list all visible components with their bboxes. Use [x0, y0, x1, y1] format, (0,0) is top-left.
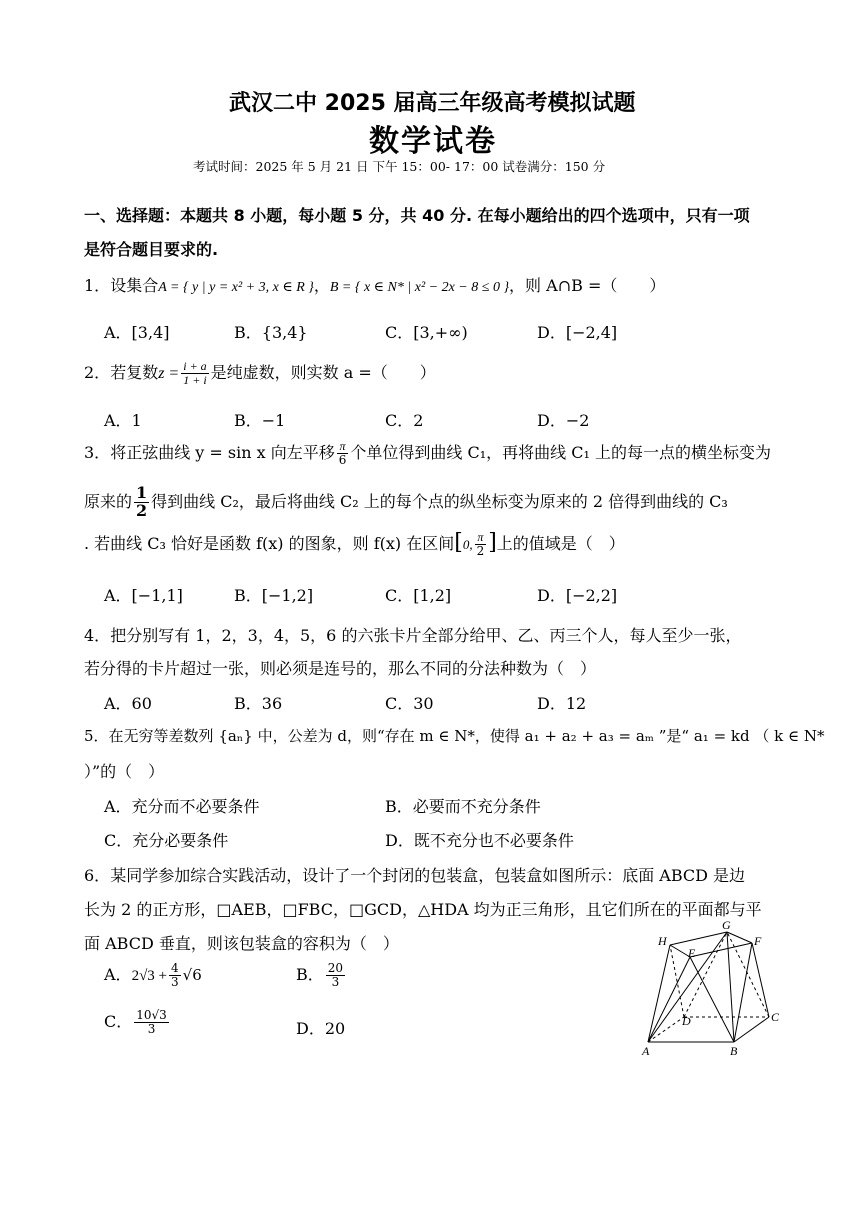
q6-option-a: A．2√3 + $\frac{4}{3}$ √6 — [104, 961, 202, 989]
fraction: $\frac{20}{3}$ — [327, 961, 344, 989]
q6-option-b: B． $\frac{20}{3}$ — [296, 961, 344, 989]
fraction: $\frac{i + a}{1 + i}$ — [183, 359, 207, 387]
section-heading-line1: 一、选择题：本题共 8 小题，每小题 5 分，共 40 分. 在每小题给出的四个选项中，只有一项 — [84, 206, 750, 225]
set-b: B = { x ∈ N* | x² − 2x − 8 ≤ 0 } — [329, 280, 510, 295]
question-number: 5． — [84, 727, 109, 745]
edge-he — [670, 945, 690, 957]
q6-option-d: D．20 — [296, 1019, 346, 1038]
q4-option-b: B．36 — [234, 694, 283, 713]
fraction: $\frac{1}{2}$ — [136, 483, 148, 520]
question-number: 2． — [84, 363, 111, 382]
set-a: A = { y | y = x² + 3, x ∈ R } — [158, 280, 314, 295]
question-5-line1: 5．在无穷等差数列 {aₙ} 中，公差为 d，则“存在 m ∈ N*，使得 a₁ + a₂ + a₃ = aₘ ”是“ a₁ = kd （ k ∈ N* — [84, 727, 825, 745]
edge-cf — [752, 943, 769, 1017]
fraction: $\frac{\pi}{6}$ — [338, 439, 347, 467]
edge-bf — [734, 943, 752, 1042]
q2-option-b: B．−1 — [234, 411, 286, 430]
exam-title: 武汉二中 2025 届高三年级高考模拟试题 — [229, 91, 636, 116]
label-f: F — [754, 934, 762, 948]
q1-option-c: C．[3,+∞) — [385, 323, 468, 342]
label-a: A — [642, 1044, 650, 1058]
q2-option-c: C．2 — [385, 411, 424, 430]
section-heading-line2: 是符合题目要求的. — [84, 240, 219, 259]
fraction: $\frac{4}{3}$ — [171, 961, 179, 989]
question-3-line2: 原来的 $\frac{1}{2}$ 得到曲线 C₂，最后将曲线 C₂ 上的每个点的纵坐标变为原来的 2 倍得到曲线的 C₃ — [84, 483, 728, 520]
q5-option-b: B．必要而不充分条件 — [385, 797, 541, 816]
question-4-line1: 4．把分别写有 1，2，3，4，5，6 的六张卡片全部分给甲、乙、丙三个人，每人至少一张， — [84, 626, 742, 645]
edge-cg — [727, 932, 769, 1017]
q3-option-b: B．[−1,2] — [234, 586, 314, 605]
question-6-line3: 面 ABCD 垂直，则该包装盒的容积为（ ） — [84, 934, 399, 953]
subject-title: 数学试卷 — [369, 124, 497, 159]
q3-option-d: D．[−2,2] — [537, 586, 618, 605]
question-number: 1． — [84, 276, 111, 295]
label-e: E — [688, 946, 696, 960]
edge-dg — [684, 932, 727, 1017]
q2-option-a: A．1 — [104, 411, 142, 430]
edge-ad — [648, 1017, 684, 1042]
q4-option-c: C．30 — [385, 694, 434, 713]
q5-option-a: A．充分而不必要条件 — [104, 797, 260, 816]
exam-info: 考试时间：2025 年 5 月 21 日 下午 15：00- 17：00 试卷满分：150 分 — [193, 159, 606, 174]
edge-eb — [690, 957, 734, 1042]
question-3-line3: . 若曲线 C₃ 恰好是函数 f(x) 的图象，则 f(x) 在区间[0, $\frac{\pi}{2}$ ]上的值域是（ ） — [84, 530, 625, 558]
label-d: D — [682, 1014, 691, 1028]
q2-option-d: D．−2 — [537, 411, 590, 430]
q5-option-d: D．既不充分也不必要条件 — [385, 831, 574, 850]
q6-option-c: C． $\frac{10√3}{3}$ — [104, 1008, 167, 1036]
label-g: G — [722, 918, 731, 932]
question-6-line2: 长为 2 的正方形，□AEB，□FBC，□GCD，△HDA 均为正三角形，且它们所在的平面都与平 — [84, 900, 762, 919]
q5-option-c: C．充分必要条件 — [104, 831, 229, 850]
q4-option-a: A．60 — [104, 694, 152, 713]
question-number: 4． — [84, 626, 111, 645]
edge-bc — [734, 1017, 769, 1042]
edge-ef — [690, 943, 752, 957]
fraction: $\frac{10√3}{3}$ — [136, 1008, 167, 1036]
edge-ae — [648, 957, 690, 1042]
question-3-line1: 3．将正弦曲线 y = sin x 向左平移 $\frac{\pi}{6}$ 个单位得到曲线 C₁，再将曲线 C₁ 上的每一点的横坐标变为 — [84, 439, 771, 467]
q3-option-a: A．[−1,1] — [104, 586, 183, 605]
question-5-line2: ）”的（ ） — [84, 762, 165, 781]
q1-option-a: A．[3,4] — [104, 323, 170, 342]
label-b: B — [730, 1044, 738, 1058]
question-1: 1．设集合A = { y | y = x² + 3, x ∈ R }，B = { x ∈ N* | x² − 2x − 8 ≤ 0 }，则 A∩B =（ ） — [84, 276, 666, 295]
label-h: H — [658, 934, 667, 948]
edge-gf — [727, 932, 752, 943]
question-number: 6． — [84, 866, 111, 885]
question-2: 2．若复数z = $\frac{i + a}{1 + i}$ 是纯虚数，则实数 a =（ ） — [84, 359, 436, 387]
edge-dh — [670, 945, 684, 1017]
question-6-line1: 6．某同学参加综合实践活动，设计了一个封闭的包装盒，包装盒如图所示：底面 ABCD 是边 — [84, 866, 746, 885]
question-number: 3． — [84, 443, 111, 462]
label-c: C — [771, 1010, 780, 1024]
q4-option-d: D．12 — [537, 694, 587, 713]
q3-option-c: C．[1,2] — [385, 586, 452, 605]
q1-option-b: B．{3,4} — [234, 323, 308, 342]
packaging-box-figure — [630, 915, 790, 1065]
edge-gb — [727, 932, 734, 1042]
q1-option-d: D．[−2,4] — [537, 323, 618, 342]
question-4-line2: 若分得的卡片超过一张，则必须是连号的，那么不同的分法种数为（ ） — [84, 659, 597, 678]
fraction: $\frac{\pi}{2}$ — [476, 530, 485, 558]
